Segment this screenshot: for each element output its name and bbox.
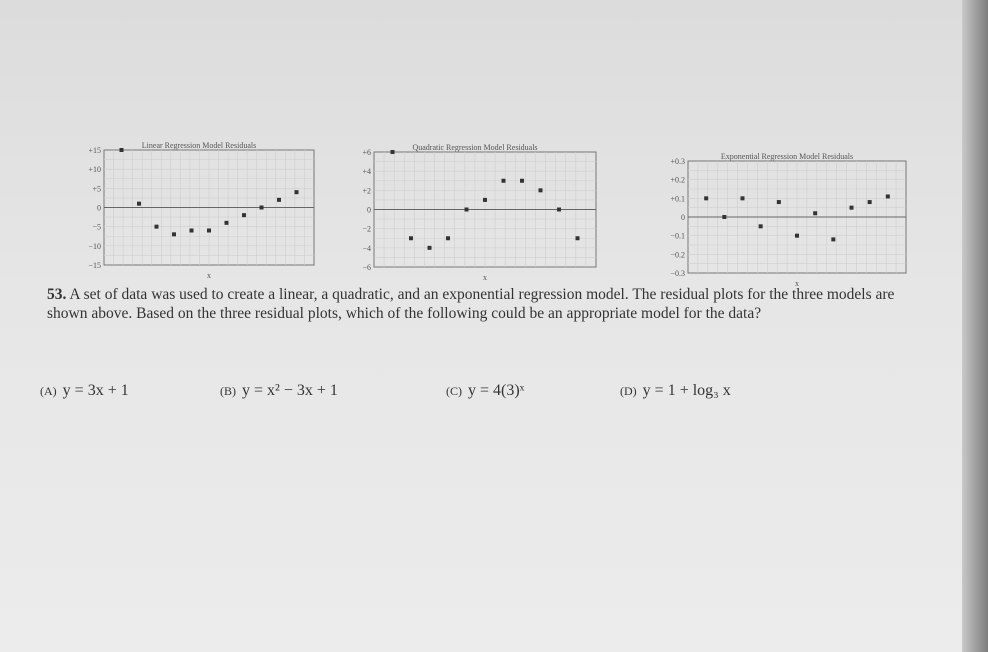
residual-point [813,211,817,215]
choice-c-label: (C) [446,384,462,398]
choice-a[interactable] [40,382,129,400]
residual-point [831,237,835,241]
residual-point [137,202,141,206]
y-tick-label: +0.2 [670,175,685,185]
choice-d[interactable] [620,382,731,400]
quadratic-residual-plot [362,142,612,282]
choice-c-text: y = 4(3)ˣ [468,382,525,399]
residual-point [260,206,264,210]
residual-point [539,188,543,192]
residual-point [795,234,799,238]
quadratic-residual-chart [362,142,612,282]
question-text: A set of data was used to create a linear, a quadratic, and an exponential regression model. The residual plots for the three models are shown above. Based on the three residual plots, which of the following could be an appropriate model for the data? [47,286,895,322]
choice-b[interactable] [220,382,338,400]
y-tick-label: −10 [88,241,101,251]
residual-point [777,200,781,204]
residual-point [741,196,745,200]
y-tick-label: 0 [681,213,685,222]
y-tick-label: +10 [88,165,101,175]
choice-a-label: (A) [40,384,57,398]
x-axis-label: x [207,271,211,280]
residual-point [120,148,124,152]
residual-point [465,208,469,212]
residual-point [428,246,432,250]
choice-b-text: y = x² − 3x + 1 [242,382,338,399]
residual-point [502,179,506,183]
choice-d-label: (D) [620,384,637,398]
x-axis-label: x [483,273,487,282]
residual-point [155,225,159,229]
y-tick-label: −0.1 [670,231,685,241]
plot-title: Quadratic Regression Model Residuals [412,143,538,152]
residual-point [704,196,708,200]
plot-title: Exponential Regression Model Residuals [720,152,854,161]
choice-d-text: y = 1 + log₃ x [642,382,731,399]
exponential-residual-chart [650,147,920,287]
residual-point [520,179,524,183]
y-tick-label: 0 [367,205,371,215]
y-tick-label: −0.3 [670,269,685,278]
page-edge-shadow [962,0,988,652]
residual-point [295,190,299,194]
y-tick-label: −2 [362,224,371,234]
residual-point [886,194,890,198]
residual-point [277,198,281,202]
residual-point [446,236,450,240]
x-axis-label: x [795,279,799,288]
choice-b-label: (B) [220,384,236,398]
y-tick-label: +0.3 [670,157,685,166]
question-text-block [47,285,927,323]
y-tick-label: −15 [88,261,101,270]
linear-residual-chart [70,140,320,280]
choice-a-text: y = 3x + 1 [62,382,129,399]
y-tick-label: +5 [92,184,101,194]
residual-point [483,198,487,202]
residual-point [722,215,726,219]
y-tick-label: +0.1 [670,194,685,204]
y-tick-label: −5 [92,222,101,232]
y-tick-label: −0.2 [670,250,685,260]
residual-point [850,206,854,210]
residual-point [868,200,872,204]
residual-point [172,232,176,236]
question-number: 53. [47,286,67,303]
plot-title: Linear Regression Model Residuals [141,141,257,150]
y-tick-label: +6 [362,148,371,157]
choice-c[interactable] [446,382,524,400]
y-tick-label: +2 [362,186,371,196]
residual-point [759,224,763,228]
linear-residual-plot [70,140,320,280]
residual-point [225,221,229,225]
residual-point [576,236,580,240]
residual-point [409,236,413,240]
y-tick-label: +4 [362,167,371,177]
y-tick-label: +15 [88,146,101,155]
residual-point [391,150,395,154]
y-tick-label: −6 [362,263,371,272]
residual-point [207,229,211,233]
exponential-residual-plot [650,147,920,287]
residual-point [557,208,561,212]
y-tick-label: 0 [97,203,101,213]
residual-point [242,213,246,217]
y-tick-label: −4 [362,243,371,253]
residual-point [190,229,194,233]
